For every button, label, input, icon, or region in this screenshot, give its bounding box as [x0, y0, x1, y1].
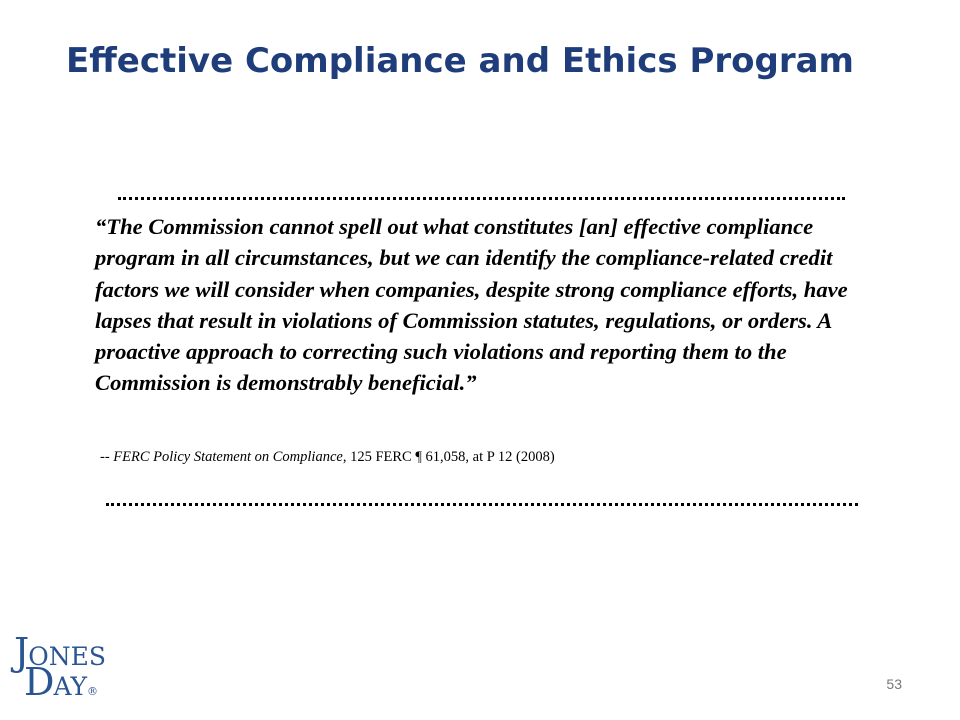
- quote-text: “The Commission cannot spell out what constitutes [an] effective compliance program in all circumstances, but we can identify the compliance-related credit factors we will consider when companies, despite strong compliance efforts, have lapses that result in violations of Commission statutes, regulations, or orders. A proactive approach to correcting such violations and reporting them to the Commission is demonstrably beneficial.”: [95, 214, 848, 396]
- citation: [100, 447, 860, 467]
- logo-text-ay: AY: [53, 672, 88, 701]
- logo-text-ones: ONES: [28, 642, 106, 671]
- bottom-dotted-divider: [106, 503, 858, 506]
- citation-source: FERC Policy Statement on Compliance: [113, 449, 343, 465]
- page-number: 53: [886, 676, 902, 692]
- jones-day-logo: [12, 630, 122, 708]
- top-dotted-divider: [118, 197, 845, 200]
- registered-mark: ®: [87, 685, 99, 698]
- logo-initial-d: D: [24, 660, 54, 704]
- citation-details: , 125 FERC ¶ 61,058, at P 12 (2008): [342, 449, 555, 465]
- slide-title: Effective Compliance and Ethics Program: [66, 41, 854, 81]
- logo-line-day: [24, 660, 98, 714]
- logo-initial-j: J: [14, 630, 29, 674]
- citation-prefix: --: [100, 449, 114, 465]
